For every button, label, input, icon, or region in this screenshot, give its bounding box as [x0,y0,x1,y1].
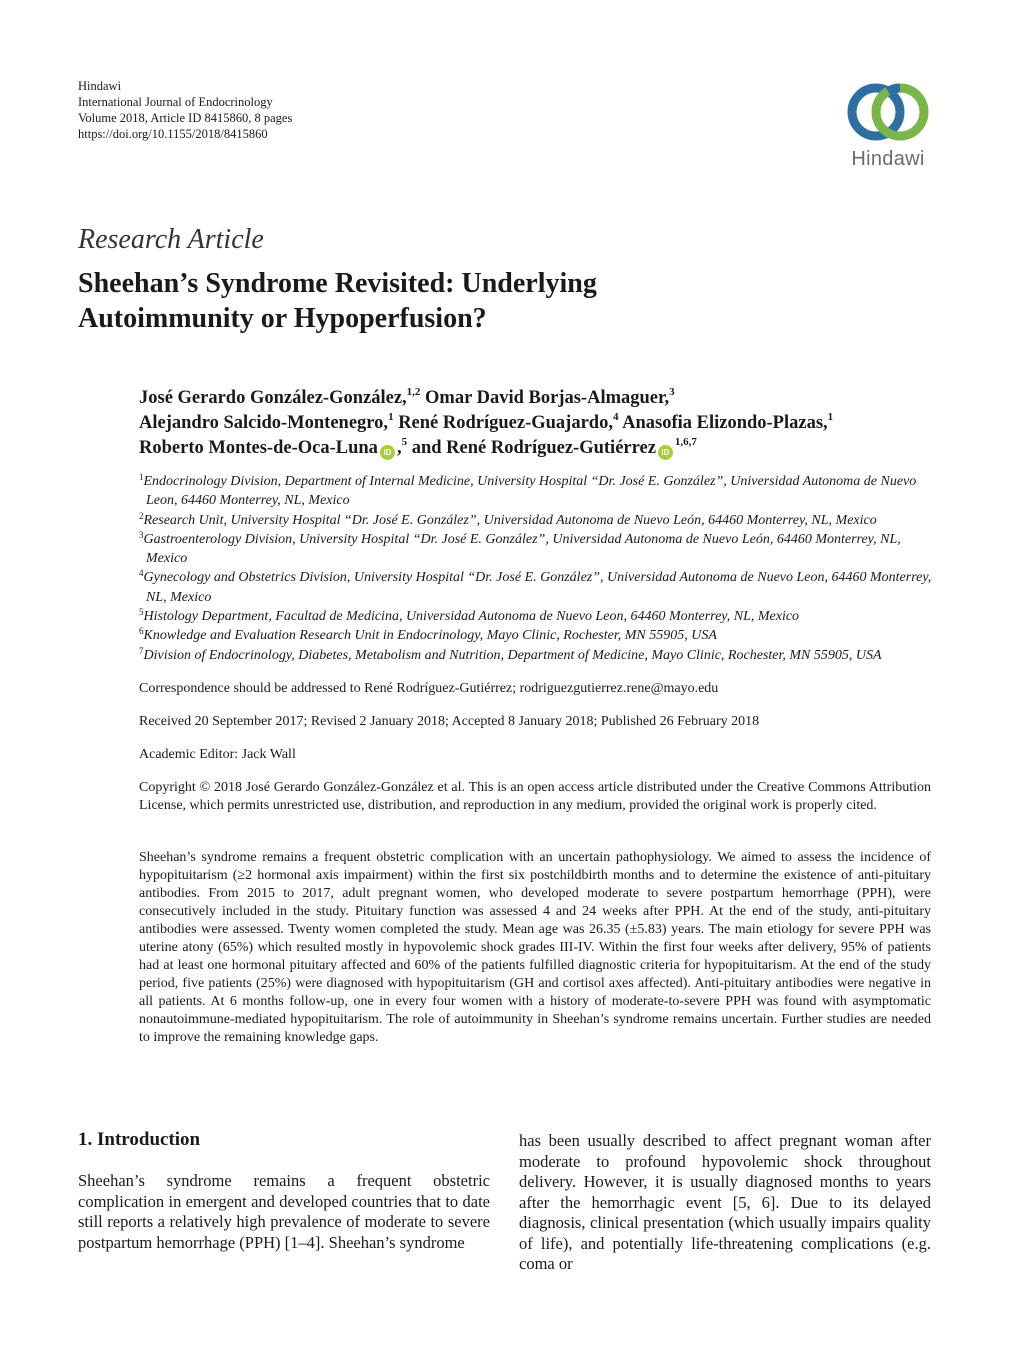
affiliation-number: 1 [139,472,144,482]
article-type: Research Article [78,224,264,255]
author-name: René Rodríguez-Guajardo, [398,413,613,433]
orcid-icon[interactable]: iD [380,445,395,460]
affiliation-item [139,568,939,607]
affiliation-text: Division of Endocrinology, Diabetes, Metabolism and Nutrition, Department of Medicine, Mayo Clinic, Rochester, MN 55905, USA [143,647,882,663]
affiliation-item [139,511,939,530]
author-affiliation-marker: 3 [669,386,675,398]
author-name: Omar David Borjas-Almaguer, [425,388,670,408]
affiliation-item [139,530,939,569]
author-name: Alejandro Salcido-Montenegro, [139,413,389,433]
copyright-notice: Copyright © 2018 José Gerardo González-González et al. This is an open access article distributed under the Creative Commons Attribution License, which permits unrestricted use, distribution, and reproduction in any medium, provided the original work is properly cited. [139,780,931,813]
publication-info [78,78,292,142]
affiliation-item [139,626,939,645]
doi-link[interactable]: https://doi.org/10.1155/2018/8415860 [78,127,268,141]
author-name: José Gerardo González-González, [139,388,407,408]
affiliation-item [139,607,939,626]
author-affiliation-marker: 5 [401,436,408,448]
affiliation-text: Knowledge and Evaluation Research Unit in Endocrinology, Mayo Clinic, Rochester, MN 55905, USA [143,628,717,644]
hindawi-logo [838,78,938,174]
author-affiliation-marker: 1,2 [406,386,421,398]
author-name: Anasofia Elizondo-Plazas, [622,413,828,433]
section-heading: 1. Introduction [78,1129,201,1150]
volume-info: Volume 2018, Article ID 8415860, 8 pages [78,111,293,125]
journal-name: International Journal of Endocrinology [78,95,273,109]
affiliation-number: 4 [139,568,144,579]
affiliation-text: Gastroenterology Division, University Hospital “Dr. José E. González”, Universidad Autonoma de Nuevo León, 64460 Monterrey, NL, Mexico [143,531,901,567]
author-affiliation-marker: 1 [388,411,394,423]
abstract-text: Sheehan’s syndrome remains a frequent obstetric complication with an uncertain pathophysiology. We aimed to assess the incidence of hypopituitarism (≥2 hormonal axis impairment) within the first six postchildbirth months and to determine the existence of anti-pituitary antibodies. From 2015 to 2017, adult pregnant women, who developed moderate to severe postpartum hemorrhage (PPH), were consecutively included in the study. Pituitary function was assessed 4 and 24 weeks after PPH. At the end of the study, anti-pituitary antibodies were assessed. Twenty women completed the study. Mean age was 26.35 (±5.83) years. The main etiology for severe PPH was uterine atony (65%) which resulted mostly in hypovolemic shock grades III-IV. Within the first four weeks after delivery, 95% of patients had at least one hormonal pituitary affected and 60% of the patients fulfilled diagnostic criteria for hypopituitarism. At the end of the study period, five patients (25%) were diagnosed with hypopituitarism (GH and cortisol axes affected). Anti-pituitary antibodies were negative in all patients. At 6 months follow-up, one in every four women with a history of moderate-to-severe PPH was found with asymptomatic nonautoimmune-mediated hypopituitarism. The role of autoimmunity in Sheehan’s syndrome remains uncertain. Further studies are needed to improve the remaining knowledge gaps. [139,850,931,1045]
affiliation-text: Research Unit, University Hospital “Dr. José E. González”, Universidad Autonoma de Nuevo León, 64460 Monterrey, NL, Mexico [143,512,877,528]
affiliation-number: 5 [139,607,144,618]
article-title: Sheehan’s Syndrome Revisited: Underlying Autoimmunity or Hypoperfusion? [78,268,597,334]
affiliation-item [139,472,939,511]
affiliation-number: 3 [139,529,144,540]
orcid-icon[interactable]: iD [658,445,673,460]
affiliation-text: Gynecology and Obstetrics Division, University Hospital “Dr. José E. González”, Universidad Autonoma de Nuevo Leon, 64460 Monterrey, NL, Mexico [143,570,932,605]
affiliation-text: Endocrinology Division, Department of Internal Medicine, University Hospital “Dr. José E. González”, Universidad Autonoma de Nuevo Leon, 64460 Monterrey, NL, Mexico [143,474,917,509]
correspondence-line: Correspondence should be addressed to René Rodríguez-Gutiérrez; rodriguezgutierrez.rene@mayo.edu [139,681,719,696]
hindawi-logo-text: Hindawi [851,148,925,170]
affiliation-number: 6 [139,626,144,637]
author-affiliation-marker: 1,6,7 [674,436,697,448]
author-name: and René Rodríguez-Gutiérrez [411,438,656,458]
affiliation-list [139,472,939,665]
body-text-right-column: has been usually described to affect pregnant woman after moderate to profound hypovolemic shock throughout delivery. However, it is usually diagnosed months to years after the hemorrhagic event [5, 6]. Due to its delayed diagnosis, clinical presentation (which usually impairs quality of life), and potentially life-threatening complications (e.g. coma or [519,1131,931,1273]
hindawi-logo-icon [838,78,938,146]
author-list: José Gerardo González-González,$^{1,2}$ Omar David Borjas-Almaguer,$^3$ Alejandro Salcido-Montenegro,$^1$ René Rodríguez-Guajardo,$^4$ Anasofia Elizondo-Plazas,$^1$ Roberto Montes-de-Oca-Luna iD ,$^5$ and René Rodríguez-Gutiérrez iD$^{1,6,7}$ [139,386,834,458]
affiliation-text: Histology Department, Facultad de Medicina, Universidad Autonoma de Nuevo Leon, 64460 Monterrey, NL, Mexico [143,609,800,625]
academic-editor: Academic Editor: Jack Wall [139,747,296,762]
affiliation-number: 7 [139,645,144,656]
affiliation-item [139,646,939,665]
publisher-name: Hindawi [78,79,122,93]
author-affiliation-marker: 4 [612,411,619,423]
affiliation-number: 2 [139,510,144,521]
article-dates: Received 20 September 2017; Revised 2 January 2018; Accepted 8 January 2018; Published 26 February 2018 [139,714,760,729]
author-affiliation-marker: 1 [827,411,834,423]
body-text-left-column: Sheehan’s syndrome remains a frequent obstetric complication in emergent and developed countries that to date still reports a relatively high prevalence of moderate to severe postpartum hemorrhage (PPH) [1–4]. Sheehan’s syndrome [78,1171,490,1252]
author-name: Roberto Montes-de-Oca-Luna [139,438,378,458]
